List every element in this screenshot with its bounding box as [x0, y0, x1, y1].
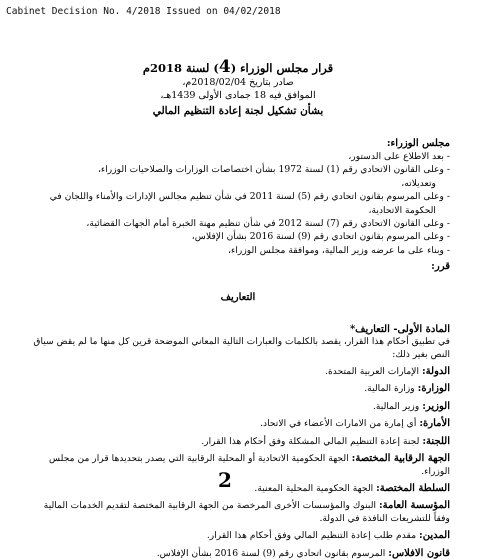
preamble-item: الحكومة الاتحادية، — [368, 204, 436, 216]
article-title: المادة الأولى- التعاريف* — [349, 324, 450, 336]
definition-item — [26, 500, 450, 525]
definitions-list — [26, 366, 450, 560]
definition-text: الجهة الحكومية المحلية المعنية. — [254, 482, 377, 494]
definition-text: البنوك والمؤسسات الأخرى المرخصة من الجهة الرقابية المختصة لتقديم الخدمات المالية وفقاً للتشريعات النافذة في الدولة. — [43, 500, 450, 524]
preamble-item: - وبناء على ما عرضه وزير المالية، وموافقة مجلس الوزراء، — [228, 244, 450, 256]
article-intro: في تطبيق أحكام هذا القرار، يقصد بالكلمات والعبارات التالية المعاني الموضحة قرين كل منها ما لم يقض سياق النص بغير ذلك: — [33, 336, 450, 360]
decision-number: 4 — [218, 57, 231, 77]
definition-term: الدولة: — [421, 366, 450, 378]
definition-term: المدين: — [419, 530, 450, 542]
decision-title — [26, 57, 450, 77]
hijri-date: الموافق فيه 18 جمادى الأولى 1439هـ، — [160, 90, 316, 101]
page-number: 2 — [218, 468, 232, 492]
definition-text: الجهة الحكومية الاتحادية أو المحلية الرقابية التي يصدر بتحديدها قرار من مجلس الوزراء. — [48, 453, 450, 477]
preamble-item: - بعد الاطلاع على الدستور، — [348, 151, 450, 162]
section-title: التعاريف — [220, 292, 256, 304]
definition-text: وزير المالية. — [372, 400, 423, 412]
definition-term: الأمارة: — [419, 418, 450, 430]
council-heading: مجلس الوزراء: — [386, 138, 450, 149]
definition-item — [26, 548, 450, 560]
preamble-item: - وعلى القانون الاتحادي رقم (1) لسنة 1972 بشأن اختصاصات الوزارات والصلاحيات الوزراء، — [97, 164, 450, 176]
definition-text: الإمارات العربية المتحدة. — [325, 366, 422, 378]
definition-item — [26, 418, 450, 430]
definition-text: أي إمارة من الامارات الأعضاء في الاتحاد. — [260, 418, 420, 430]
definition-term: السلطة المختصة: — [376, 482, 450, 494]
definition-text: وزارة المالية. — [364, 383, 418, 395]
definition-term: قانون الافلاس: — [388, 547, 450, 559]
definition-item — [26, 530, 450, 542]
definition-term: اللجنة: — [422, 435, 450, 447]
definition-item — [26, 453, 450, 478]
issued-date: صادر بتاريخ 2018/02/04م، — [182, 77, 294, 88]
definition-item — [26, 366, 450, 378]
definition-text: مقدم طلب إعادة التنظيم المالي وفق أحكام هذا القرار. — [206, 530, 420, 542]
title-suffix: ) لسنة 2018م — [142, 61, 219, 75]
preamble-item: - وعلى المرسوم بقانون اتحادي رقم (5) لسنة 2011 في شأن تنظيم مجالس الإدارات والأمناء واللجان في — [49, 191, 450, 203]
preamble-item: - وعلى المرسوم بقانون اتحادي رقم (9) لسنة 2016 بشأن الإفلاس، — [191, 231, 450, 243]
definition-term: الوزارة: — [417, 383, 450, 395]
title-prefix: قرار مجلس الوزراء ( — [230, 61, 334, 75]
definition-item — [26, 383, 450, 395]
definition-text: المرسوم بقانون اتحادي رقم (9) لسنة 2016 بشأن الإفلاس. — [156, 547, 389, 559]
preamble-item: وتعديلاته، — [401, 177, 436, 189]
definition-term: المؤسسة العامة: — [378, 500, 450, 512]
document-header: Cabinet Decision No. 4/2018 Issued on 04/02/2018 — [6, 6, 281, 17]
decided-heading: قرر: — [431, 261, 450, 273]
definition-item — [26, 436, 450, 448]
definition-term: الجهة الرقابية المختصة: — [351, 453, 450, 465]
preamble-list — [26, 151, 450, 257]
definition-item — [26, 483, 450, 495]
definition-text: لجنة إعادة التنظيم المالي المشكلة وفق أحكام هذا القرار. — [201, 435, 423, 447]
definition-term: الوزير: — [422, 400, 450, 412]
definition-item — [26, 401, 450, 413]
preamble-item: - وعلى القانون الاتحادي رقم (7) لسنة 2012 في شأن تنظيم مهنة الخبرة أمام الجهات القضائية، — [86, 218, 450, 230]
decision-subject: بشأن تشكيل لجنة إعادة التنظيم المالي — [152, 105, 324, 117]
decision-document — [26, 57, 450, 560]
